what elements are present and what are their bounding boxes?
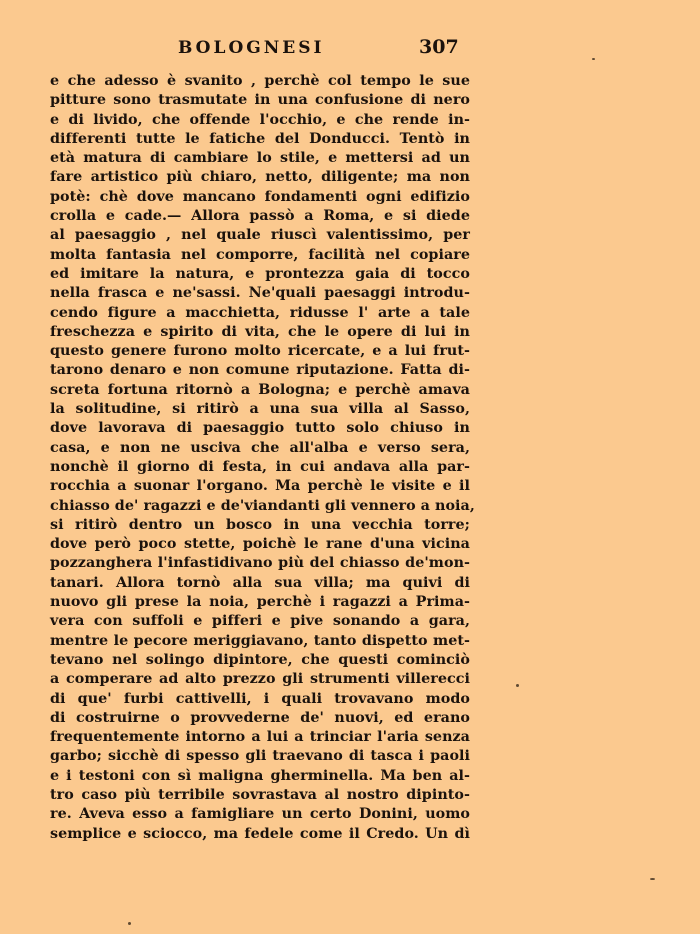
page-number: 307 [419, 36, 459, 58]
text-line: pozzanghera l'infastidivano più del chiasso de'mon- [50, 555, 470, 572]
text-line: freschezza e spirito di vita, che le opere di lui in [50, 323, 470, 340]
text-line: cendo figure a macchietta, ridusse l' arte a tale [50, 304, 470, 321]
text-line: la solitudine, si ritirò a una sua villa al Sasso, [50, 401, 470, 418]
text-line: di costruirne o provvederne de' nuovi, ed erano [50, 709, 470, 726]
text-line: dove lavorava di paesaggio tutto solo chiuso in [50, 420, 470, 437]
text-line: re. Aveva esso a famigliare un certo Donini, uomo [50, 806, 470, 823]
text-line: semplice e sciocco, ma fedele come il Credo. Un dì [50, 825, 470, 842]
text-line: dove però poco stette, poichè le rane d'una vicina [50, 536, 470, 553]
text-line: molta fantasia nel comporre, facilità nel copiare [50, 246, 470, 263]
text-line: frequentemente intorno a lui a trinciar l'aria senza [50, 729, 470, 746]
text-line: a comperare ad alto prezzo gli strumenti villerecci [50, 671, 470, 688]
text-line: di que' furbi cattivelli, i quali trovavano modo [50, 690, 470, 707]
text-line: età matura di cambiare lo stile, e mettersi ad un [50, 150, 470, 167]
text-line: tarono denaro e non comune riputazione. Fatta di- [50, 362, 470, 379]
text-line: nuovo gli prese la noia, perchè i ragazzi a Prima- [50, 594, 470, 611]
text-line: tanari. Allora tornò alla sua villa; ma quivi di [50, 574, 470, 591]
text-line: e di livido, che offende l'occhio, e che rende in- [50, 111, 470, 128]
running-header [0, 36, 700, 62]
text-line: crolla e cade.— Allora passò a Roma, e si diede [50, 208, 470, 225]
text-line: questo genere furono molto ricercate, e a lui frut- [50, 343, 470, 360]
paper-speck [516, 684, 519, 687]
text-line: pitture sono trasmutate in una confusione di nero [50, 92, 470, 109]
text-line: casa, e non ne usciva che all'alba e verso sera, [50, 439, 470, 456]
text-line: al paesaggio , nel quale riuscì valentissimo, per [50, 227, 470, 244]
text-line: garbo; sicchè di spesso gli traevano di tasca i paoli [50, 748, 470, 765]
paper-speck [592, 58, 595, 60]
text-line: rocchia a suonar l'organo. Ma perchè le visite e il [50, 478, 470, 495]
text-line: ed imitare la natura, e prontezza gaia di tocco [50, 265, 470, 282]
text-line: vera con suffoli e pifferi e pive sonando a gara, [50, 613, 470, 630]
text-line: e che adesso è svanito , perchè col tempo le sue [50, 73, 470, 89]
text-line: e i testoni con sì maligna gherminella. Ma ben al- [50, 767, 470, 784]
text-line: nella frasca e ne'sassi. Ne'quali paesaggi introdu- [50, 285, 470, 302]
text-line: screta fortuna ritornò a Bologna; e perchè amava [50, 381, 470, 398]
text-line: tevano nel solingo dipintore, che questi cominciò [50, 651, 470, 668]
text-line: mentre le pecore meriggiavano, tanto dispetto met- [50, 632, 470, 649]
text-line: differenti tutte le fatiche del Donducci. Tentò in [50, 130, 470, 147]
text-line: fare artistico più chiaro, netto, diligente; ma non [50, 169, 470, 186]
text-line: potè: chè dove mancano fondamenti ogni edifizio [50, 188, 470, 205]
text-line: chiasso de' ragazzi e de'viandanti gli vennero a noia, [50, 497, 475, 514]
paper-speck [650, 878, 655, 880]
text-line: nonchè il giorno di festa, in cui andava alla par- [50, 458, 470, 475]
body-text [50, 72, 475, 844]
running-title: BOLOGNESI [178, 38, 325, 58]
text-line: si ritirò dentro un bosco in una vecchia torre; [50, 516, 470, 533]
paper-speck [128, 922, 131, 925]
text-line: tro caso più terribile sovrastava al nostro dipinto- [50, 786, 470, 803]
